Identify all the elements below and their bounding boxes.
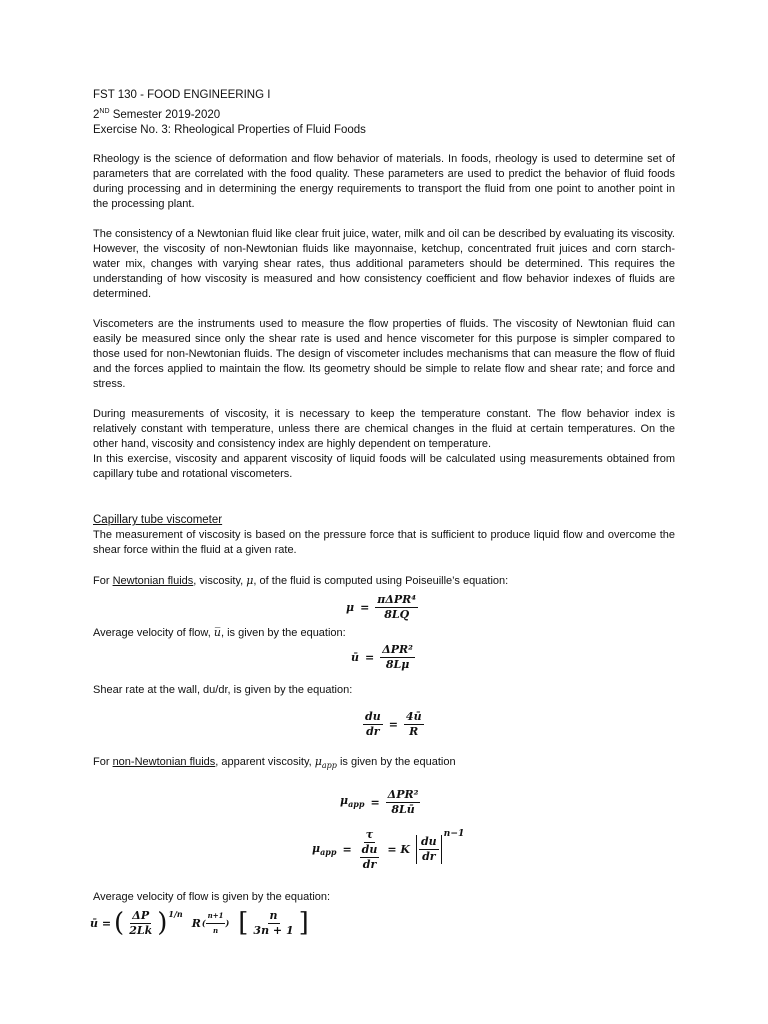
avg-velocity-non-newtonian-intro: Average velocity of flow is given by the equation: <box>93 890 331 903</box>
shear-rate-intro: Shear rate at the wall, du/dr, is given by the equation: <box>93 684 353 697</box>
equation-poiseuille: μ = $\frac{\text{πΔPR⁴}}{8LQ}$ <box>346 593 417 622</box>
paragraph-exercise-scope: In this exercise, viscosity and apparent viscosity of liquid foods will be calculated using measurements obtained from capillary tube and rotational viscometers. <box>93 453 675 481</box>
paragraph-viscometers: Viscometers are the instruments used to measure the flow properties of fluids. The viscosity of Newtonian fluid can easily be measured since only the shear rate is used and hence viscometer for this purpose is simpler compared to those used for non-Newtonian fluids. The design of viscometer includes mechanisms that can measure the flow of fluid and the forces applied to maintain the flow. Its geometry should be simple to relate flow and shear rate; and force and stress. <box>93 318 675 391</box>
exercise-title: Exercise No. 3: Rheological Properties of Fluid Foods <box>93 123 366 136</box>
semester-line: 2ND Semester 2019-2020 <box>93 107 221 121</box>
course-title: FST 130 - FOOD ENGINEERING I <box>93 89 271 101</box>
document-page <box>90 88 675 949</box>
newtonian-intro: For Newtonian fluids, viscosity, μ, of the fluid is computed using Poiseuille’s equation: <box>93 574 509 588</box>
equation-apparent-viscosity: $\mu_{app}$ = $\frac{\text{ΔPR²}}{8Lū}$ <box>340 787 419 816</box>
non-newtonian-intro: For non-Newtonian fluids, apparent viscosity, $\mu_{app}$ is given by the equation <box>93 755 456 771</box>
equation-avg-velocity: ū = $\frac{\text{ΔPR²}}{8L\mu}$ <box>351 643 413 672</box>
section-title-capillary: Capillary tube viscometer <box>93 514 223 527</box>
avg-velocity-intro: Average velocity of flow, u̅, is given by the equation: <box>93 626 346 640</box>
paragraph-consistency: The consistency of a Newtonian fluid like clear fruit juice, water, milk and oil can be described by evaluating its viscosity. However, the viscosity of non-Newtonian fluids like mayonnaise, ketchup, concentrated fruit juices and corn starch-water mix, changes with varying shear rates, thus additional parameters should be determined. This requires the understanding of how viscosity is measured and how consistency coefficient and flow behavior indexes of fluids are determined. <box>93 228 675 301</box>
equation-power-law-velocity: ū = ( $\frac{\Delta P}{2Lk}$ ) $^{1/n}$ R ( $\frac{n+1}{n}$ ) [ $\frac{n}{3n + 1}$ ] <box>90 908 309 939</box>
paragraph-capillary-intro: The measurement of viscosity is based on the pressure force that is sufficient to produce liquid flow and overcome the shear force within the fluid at a given rate. <box>93 529 675 557</box>
document-header <box>93 88 675 138</box>
equation-power-law-viscosity: $\mu_{app}$ = τ du dr = K $\frac{du}{dr}$ $^{n-1}$ <box>312 827 465 871</box>
paragraph-rheology: Rheology is the science of deformation and flow behavior of materials. In foods, rheology is used to determine set of parameters that are correlated with the food quality. These parameters are used to predict the behavior of fluid foods during processing and in determining the energy requirements to transport the fluid from one point to another point in the processing plant. <box>93 153 675 211</box>
equation-shear-rate: $\frac{du}{dr}$ = $\frac{4ū}{R}$ <box>365 710 422 739</box>
paragraph-temperature: During measurements of viscosity, it is necessary to keep the temperature constant. The flow behavior index is relatively constant with temperature, unless there are chemical changes in the fluid at certain temperatures. On the other hand, viscosity and consistency index are highly dependent on temperature. <box>93 408 675 451</box>
